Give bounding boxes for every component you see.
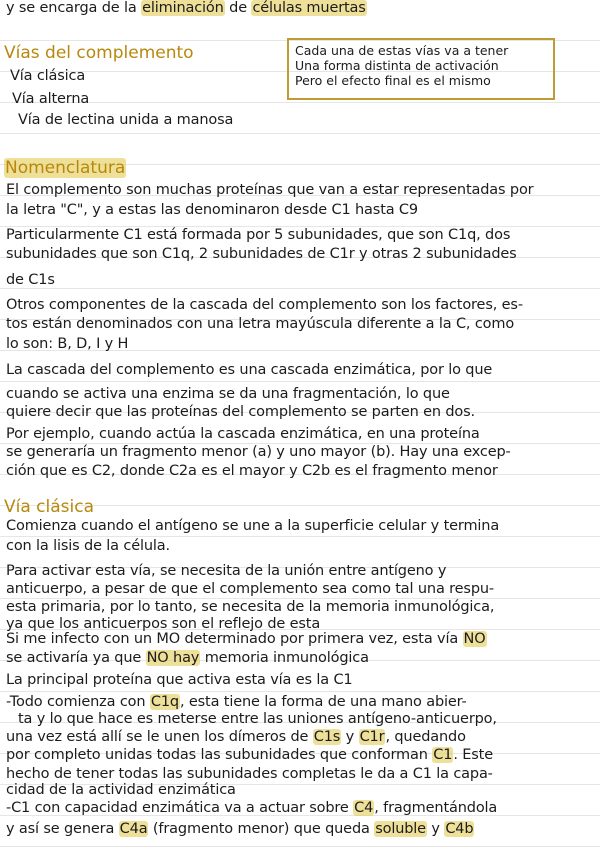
vc-line-11: ta y lo que hace es meterse entre las uniones antígeno-anticuerpo, xyxy=(18,711,497,727)
nomenclatura-line-6: Otros componentes de la cascada del complemento son los factores, es- xyxy=(6,297,523,313)
highlight-c1: C1 xyxy=(433,747,453,763)
nomenclatura-line-2: la letra "C", y a estas las denominaron desde C1 hasta C9 xyxy=(6,202,418,218)
nomenclatura-line-13: se generaría un fragmento menor (a) y uno mayor (b). Hay una excep- xyxy=(6,444,511,460)
top-text: y se encarga de la xyxy=(6,0,142,16)
nomenclatura-line-1: El complemento son muchas proteínas que van a estar representadas por xyxy=(6,182,534,198)
vc-line-13 xyxy=(6,747,596,764)
highlight-c4: C4 xyxy=(354,800,374,816)
vc-line-10-rest: , esta tiene la forma de una mano abier- xyxy=(179,694,467,710)
vc-line-17-mid2: y xyxy=(426,821,445,837)
nomenclatura-line-14: ción que es C2, donde C2a es el mayor y C2b es el fragmento menor xyxy=(6,463,498,479)
vc-line-12-rest: , quedando xyxy=(385,729,466,745)
nomenclatura-line-9: La cascada del complemento es una cascada enzimática, por lo que xyxy=(6,362,493,378)
nomenclatura-line-11: quiere decir que las proteínas del complemento se parten en dos. xyxy=(6,404,475,420)
nomenclatura-line-5: de C1s xyxy=(6,272,55,288)
top-text-mid: de xyxy=(224,0,252,16)
via-lectina-item: Vía de lectina unida a manosa xyxy=(18,112,234,128)
vc-line-13-text: por completo unidas todas las subunidades que conforman xyxy=(6,747,433,763)
highlight-c1s: C1s xyxy=(313,729,341,745)
heading-nomenclatura-text: Nomenclatura xyxy=(5,158,126,178)
note-line-3: Pero el efecto final es el mismo xyxy=(295,73,491,88)
vc-line-5: esta primaria, por lo tanto, se necesita de la memoria inmunológica, xyxy=(6,599,495,615)
heading-vias-complemento: Vías del complemento xyxy=(4,43,194,63)
vc-line-17-text: y así se genera xyxy=(6,821,119,837)
vc-line-2: con la lisis de la célula. xyxy=(6,538,170,554)
vc-line-12-mid: y xyxy=(341,729,359,745)
nomenclatura-line-12: Por ejemplo, cuando actúa la cascada enzimática, en una proteína xyxy=(6,426,480,442)
vc-line-17-mid: (fragmento menor) que queda xyxy=(148,821,375,837)
heading-nomenclatura xyxy=(4,158,126,178)
nomenclatura-line-3: Particularmente C1 está formada por 5 subunidades, que son C1q, dos xyxy=(6,227,511,243)
vc-line-12-text: una vez está allí se le unen los dímeros de xyxy=(6,729,313,745)
highlight-c4b: C4b xyxy=(445,821,474,837)
vc-line-16 xyxy=(6,800,596,817)
vc-line-9: La principal proteína que activa esta vía es la C1 xyxy=(6,672,353,688)
via-clasica-item: Vía clásica xyxy=(10,68,86,84)
nomenclatura-line-8: lo son: B, D, I y H xyxy=(6,336,129,352)
highlight-no-hay: NO hay xyxy=(146,650,200,666)
highlight-c1r: C1r xyxy=(359,729,385,745)
nomenclatura-line-4: subunidades que son C1q, 2 subunidades de C1r y otras 2 subunidades xyxy=(6,246,517,262)
highlight-c1q: C1q xyxy=(150,694,179,710)
vc-line-4: anticuerpo, a pesar de que el complemento sea como tal una respu- xyxy=(6,581,494,597)
vc-line-14: hecho de tener todas las subunidades completas le da a C1 la capa- xyxy=(6,766,493,782)
vc-line-12 xyxy=(6,729,596,746)
highlight-no: NO xyxy=(463,631,486,647)
vc-line-8-text: se activaría ya que xyxy=(6,650,146,666)
vc-line-15: cidad de la actividad enzimática xyxy=(6,782,236,798)
nomenclatura-line-7: tos están denominados con una letra mayúscula diferente a la C, como xyxy=(6,316,515,332)
nomenclatura-line-10: cuando se activa una enzima se da una fragmentación, lo que xyxy=(6,386,450,402)
vc-line-6: ya que los anticuerpos son el reflejo de esta xyxy=(6,616,321,632)
highlight-eliminacion: eliminación xyxy=(142,0,224,16)
heading-via-clasica: Vía clásica xyxy=(4,497,95,517)
top-line xyxy=(6,0,596,17)
vc-line-1: Comienza cuando el antígeno se une a la superficie celular y termina xyxy=(6,518,500,534)
vc-line-3: Para activar esta vía, se necesita de la unión entre antígeno y xyxy=(6,563,447,579)
highlight-soluble: soluble xyxy=(375,821,426,837)
vc-line-10-text: -Todo comienza con xyxy=(6,694,150,710)
vc-line-8-rest: memoria inmunológica xyxy=(200,650,369,666)
highlight-c4a: C4a xyxy=(119,821,148,837)
via-alterna-item: Vía alterna xyxy=(12,91,90,107)
vc-line-17 xyxy=(6,821,596,838)
vc-line-7 xyxy=(6,631,596,648)
vc-line-16-rest: , fragmentándola xyxy=(374,800,498,816)
vc-line-13-rest: . Este xyxy=(453,747,493,763)
highlight-celulas-muertas: células muertas xyxy=(252,0,366,16)
note-box xyxy=(287,38,555,100)
vc-line-7-text: Si me infecto con un MO determinado por primera vez, esta vía xyxy=(6,631,463,647)
vc-line-10 xyxy=(6,694,596,711)
note-line-2: Una forma distinta de activación xyxy=(295,58,499,73)
vc-line-16-text: -C1 con capacidad enzimática va a actuar sobre xyxy=(6,800,354,816)
vc-line-8 xyxy=(6,650,596,667)
note-line-1: Cada una de estas vías va a tener xyxy=(295,43,509,58)
